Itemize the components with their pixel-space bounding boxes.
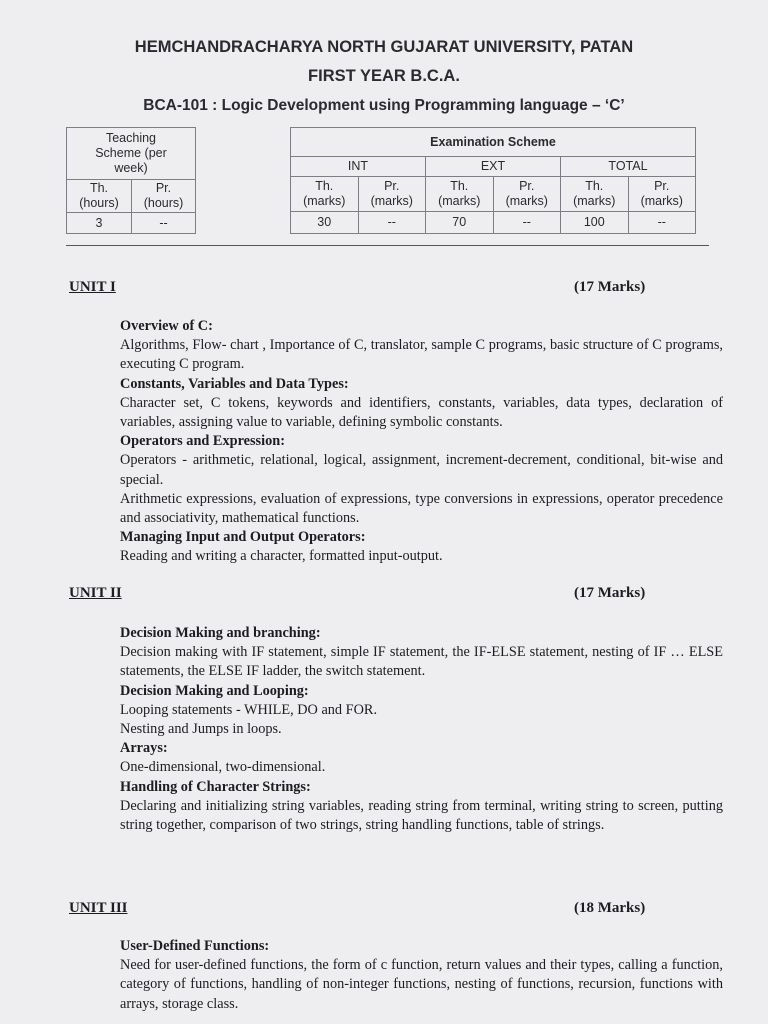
topic-heading: Decision Making and Looping: [120,682,309,699]
teaching-th-label: Th. (hours) [67,180,132,213]
unit-3-content [120,937,723,1014]
topic-text: Algorithms, Flow- chart , Importance of C, translator, sample C programs, basic structure of C programs, executing C program. [120,337,723,373]
exam-sub-header: Pr. (marks) [358,177,426,212]
exam-group-int: INT [291,157,426,177]
topic-heading: Arrays: [120,740,168,757]
unit-3-title: UNIT III [69,900,128,916]
exam-value: 100 [561,212,629,234]
teaching-scheme-header: Teaching Scheme (per week) [67,128,196,180]
exam-scheme-header: Examination Scheme [291,128,696,157]
topic-text: Character set, C tokens, keywords and identifiers, constants, variables, data types, declaration of variables, assigning value to variable, defining symbolic constants. [120,394,723,431]
exam-value: -- [358,212,426,234]
exam-sub-header: Pr. (marks) [628,177,696,212]
teaching-pr-value: -- [132,213,196,234]
teaching-scheme-table [66,127,196,234]
unit-1-marks: (17 Marks) [574,279,646,295]
exam-sub-header: Th. (marks) [291,177,359,212]
unit-2-marks: (17 Marks) [574,585,646,601]
topic-heading: Operators and Expression: [120,433,285,450]
topic-heading: User-Defined Functions: [120,938,270,954]
unit-2-title: UNIT II [69,585,122,601]
exam-value: -- [493,212,561,234]
examination-scheme-table [290,127,696,234]
exam-sub-header: Th. (marks) [561,177,629,212]
topic-text: One-dimensional, two-dimensional. [120,759,326,776]
unit-2-content [120,624,723,835]
topic-text: Decision making with IF statement, simple IF statement, the IF-ELSE statement, nesting of IF … ELSE statements, the ELSE IF ladder, the switch statement. [120,644,723,680]
teaching-th-value: 3 [67,213,132,234]
topic-text: Need for user-defined functions, the form of c function, return values and their types, calling a function, category of functions, handling of non-integer functions, nesting of functions, recursion, functions with arrays, storage class. [120,957,723,1012]
exam-value: -- [628,212,696,234]
unit-3-marks: (18 Marks) [574,900,646,916]
exam-value: 70 [426,212,494,234]
exam-sub-header: Pr. (marks) [493,177,561,212]
exam-sub-header: Th. (marks) [426,177,494,212]
subject-title: BCA-101 : Logic Development using Programming language – ‘C’ [143,97,625,114]
teaching-pr-label: Pr. (hours) [132,180,196,213]
topic-text: Reading and writing a character, formatted input-output. [120,548,443,565]
topic-heading: Decision Making and branching: [120,625,321,641]
topic-heading: Constants, Variables and Data Types: [120,375,349,392]
university-title: HEMCHANDRACHARYA NORTH GUJARAT UNIVERSITY, PATAN [134,38,634,56]
topic-text: Nesting and Jumps in loops. [120,721,282,738]
exam-group-total: TOTAL [561,157,696,177]
topic-heading: Managing Input and Output Operators: [120,529,366,546]
topic-text: Arithmetic expressions, evaluation of expressions, type conversions in expressions, operator precedence and associativity, mathematical functions. [120,490,723,527]
topic-heading: Overview of C: [120,318,213,334]
exam-group-ext: EXT [426,157,561,177]
topic-text: Looping statements - WHILE, DO and FOR. [120,701,378,718]
topic-text: Operators - arithmetic, relational, logical, assignment, increment-decrement, conditional, bit-wise and special. [120,452,723,488]
unit-1-content [120,317,723,567]
exam-value: 30 [291,212,359,234]
unit-1-title: UNIT I [69,279,116,295]
header-divider [66,245,709,246]
topic-text: Declaring and initializing string variables, reading string from terminal, writing string to screen, putting string together, comparison of two strings, string handling functions, table of strings. [120,797,723,834]
year-title: FIRST YEAR B.C.A. [308,67,460,85]
topic-heading: Handling of Character Strings: [120,778,311,795]
